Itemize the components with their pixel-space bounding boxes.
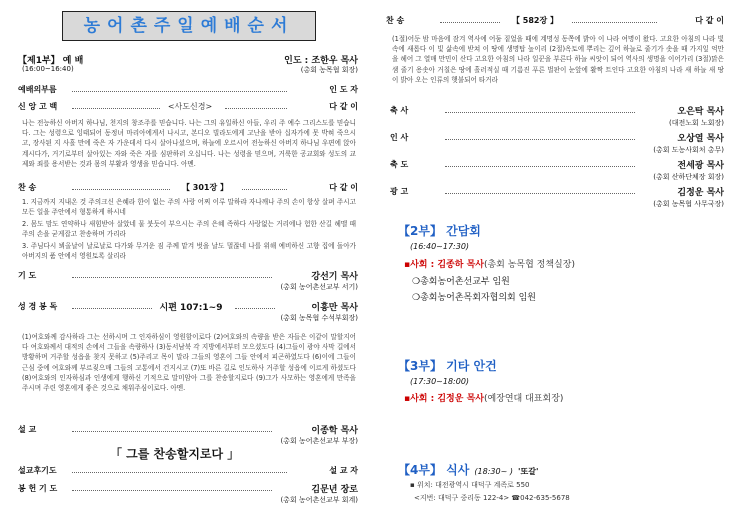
scripture-by-org: (총회 농목협 수석부회장) — [280, 314, 358, 322]
creed-name: <사도신경> — [167, 102, 213, 111]
part2-title: 【2부】 간담회 — [398, 224, 481, 238]
part2-host: ▪사회 : 김종하 목사(총회 농목협 정책실장) — [404, 260, 575, 270]
title-banner — [62, 11, 316, 41]
scripture-label: 성 경 봉 독 — [18, 302, 58, 311]
creed-by: 다 같 이 — [329, 102, 358, 111]
prayer-by-org: (총회 농어촌선교부 서기) — [280, 283, 358, 291]
prayer-by: 강선기 목사 — [311, 272, 358, 282]
offering-prayer-by-org: (총회 농어촌선교부 회계) — [280, 496, 358, 504]
benediction-by: 전세광 목사 — [677, 161, 724, 171]
post-sermon-prayer-by: 설 교 자 — [329, 466, 358, 475]
part2-time: (16:40~17:30) — [410, 242, 470, 251]
part1-time: (16:00~16:40) — [22, 65, 74, 73]
creed-label: 신 앙 고 백 — [18, 102, 58, 111]
part4-header — [398, 459, 538, 478]
part3-host: ▪사회 : 김정운 목사(예장연대 대표회장) — [404, 394, 564, 404]
congrats-label: 축 사 — [390, 106, 409, 115]
page-title: 농어촌주일예배순서 — [83, 16, 295, 36]
hymn2-label: 찬 송 — [386, 16, 405, 25]
sermon-title: 「 그를 찬송할지로다 」 — [110, 447, 240, 461]
hymn2-verses: (1절)어둔 밤 마음에 잠겨 역사에 어둠 짙었을 때에 계명성 동쪽에 밝아 이 나라 여명이 왔다. 고요한 아침의 나라 빛 속에 새롭다 이 빛 삶속에 받쳐 이 땅에 생명탑 높이리 (2절)옥토에 뿌리는 깊어 하늘로 줄기가 솟을 때 가지잎 억만을 헤어 그 열매 만민이 산다 고요한 아침의 나라 일꾼을 부른다 하늘 씨앗이 되어 역사의 생명을 이어가리 (3절)맑은 샘 줄기 용솟아 거칠은 땅에 흘러적실 때 기름진 푸른 벌판이 눈앞에 활짝 트인다 고요한 아침의 나라 새 하늘 새 땅이 밝아 오는 인류의 햇불되어 타거라 — [392, 35, 724, 84]
hymn1-verse-1: 1. 지금까지 지내온 것 주의크신 은혜라 한이 없는 주의 사랑 어찌 이루 말하랴 자나깨나 주의 손이 항상 살펴 주시고 모든 일을 주안에서 형통하게 하시네 — [22, 198, 356, 217]
part1-leader-org: (총회 농목협 회장) — [300, 66, 358, 74]
part1-label: 【제1부】 예 배 — [18, 56, 84, 66]
creed-text: 나는 전능하신 아버지 하나님, 천지의 창조주를 믿습니다. 나는 그의 유일하신 아들, 우리 주 예수 그리스도를 믿습니다. 그는 성령으로 잉태되어 동정녀 마리아에게서 나시고, 본디오 빌라도에게 고난을 받아 십자가에 못 박혀 죽으시고, 장사된 지 사흘 만에 죽은 자 가운데서 다시 살아나셨으며, 하늘에 오르시어 전능하신 아버지 하나님 우편에 앉아 계시다가, 거기로부터 살아있는 자와 죽은 자를 심판하러 오십니다. 나는 성령을 믿으며, 거룩한 공교회와 성도의 교제와 죄를 용서받는 것과 몸의 부활과 영생을 믿습니다. 아멘. — [22, 119, 356, 168]
part4-branch: <지번: 대덕구 중리동 122-4> ☎042-635-5678 — [414, 494, 570, 502]
offering-prayer-by: 김문년 장로 — [311, 485, 358, 495]
greeting-by-org: (총회 도농사회처 총무) — [653, 146, 724, 154]
post-sermon-prayer-label: 설교후기도 — [18, 466, 57, 475]
hymn1-by: 다 같 이 — [329, 183, 358, 192]
scripture-text: (1)여호와께 감사하라 그는 선하시며 그 인자하심이 영원함이로다 (2)여호와의 속량을 받은 자들은 이같이 말할지어다 여호와께서 대적의 손에서 그들을 속량하사 (3)동서남북 각 지방에서부터 모으셨도다 (4)그들이 광야 사막 길에서 방황하며 거주할 성읍을 찾지 못하고 (5)주리고 목이 말라 그들의 영혼이 그들 안에서 피곤하였도다 (6)이에 그들이 근심 중에 여호와께 부르짖으매 그들의 고통에서 건지시고 (7)또 바른 길로 인도하사 거주할 성읍에 이르게 하셨도다 (8)여호와의 인자하심과 인생에게 행하신 기적으로 말미암아 그를 찬송할지로다 (9)그가 사모하는 영혼에게 만족을 주시며 주린 영혼에게 좋은 것으로 채워주심이로다. 아멘. — [22, 333, 356, 393]
part3-time: (17:30~18:00) — [410, 377, 470, 386]
hymn1-verse-2: 2. 몸도 맘도 연약하나 새힘받아 살았네 물 붓듯이 부으시는 주의 은혜 족하다 사랑없는 거리에나 험한 산길 헤맬 때 주의 손을 굳게잡고 찬송하며 가리라 — [22, 220, 356, 239]
congrats-by-org: (대전노회 노회장) — [668, 119, 724, 127]
prayer-label: 기 도 — [18, 271, 37, 280]
sermon-label: 설 교 — [18, 425, 37, 434]
call-to-worship-label: 예배의부름 — [18, 85, 57, 94]
part4-time: (18:30~ ) — [474, 467, 513, 476]
benediction-by-org: (총회 산하단체장 회장) — [653, 173, 724, 181]
part4-title: 【4부】 식사 — [398, 463, 470, 477]
hymn1-number: 【 301장 】 — [182, 183, 228, 192]
benediction-label: 축 도 — [390, 160, 409, 169]
hymn1-verse-3: 3. 주님다시 뵈올날이 날로날로 다가와 무거운 짐 주께 맡겨 벗을 날도 멀잖네 나를 위해 예비하신 고향 집에 돌아가 아버지의 품 안에서 영원토록 살리라 — [22, 242, 356, 261]
greeting-by: 오상열 목사 — [677, 134, 724, 144]
part4-address: ▪ 위치: 대전광역시 대덕구 계족로 550 — [410, 481, 530, 489]
hymn1-label: 찬 송 — [18, 183, 37, 192]
notice-label: 광 고 — [390, 187, 409, 196]
part1-leader: 인도 : 조한우 목사 — [284, 56, 358, 66]
hymn2-number: 【 582장 】 — [512, 16, 558, 25]
part2-item-2: ❍총회농어촌목회자협의회 임원 — [412, 293, 536, 303]
offering-prayer-label: 봉 헌 기 도 — [18, 484, 58, 493]
sermon-by: 이종학 목사 — [311, 426, 358, 436]
congrats-by: 오은탁 목사 — [677, 107, 724, 117]
part3-title: 【3부】 기타 안건 — [398, 359, 497, 373]
scripture-reference: 시편 107:1~9 — [159, 303, 223, 313]
sermon-by-org: (총회 농어촌선교부 부장) — [280, 437, 358, 445]
part4-place: '또갈' — [518, 467, 539, 476]
scripture-by: 이흥만 목사 — [311, 303, 358, 313]
greeting-label: 인 사 — [390, 133, 409, 142]
call-to-worship-by: 인 도 자 — [329, 85, 358, 94]
hymn2-by: 다 같 이 — [695, 16, 724, 25]
notice-by-org: (총회 농목협 사무국장) — [653, 200, 724, 208]
notice-by: 김정운 목사 — [677, 188, 724, 198]
part2-item-1: ❍총회농어촌선교부 임원 — [412, 277, 510, 287]
